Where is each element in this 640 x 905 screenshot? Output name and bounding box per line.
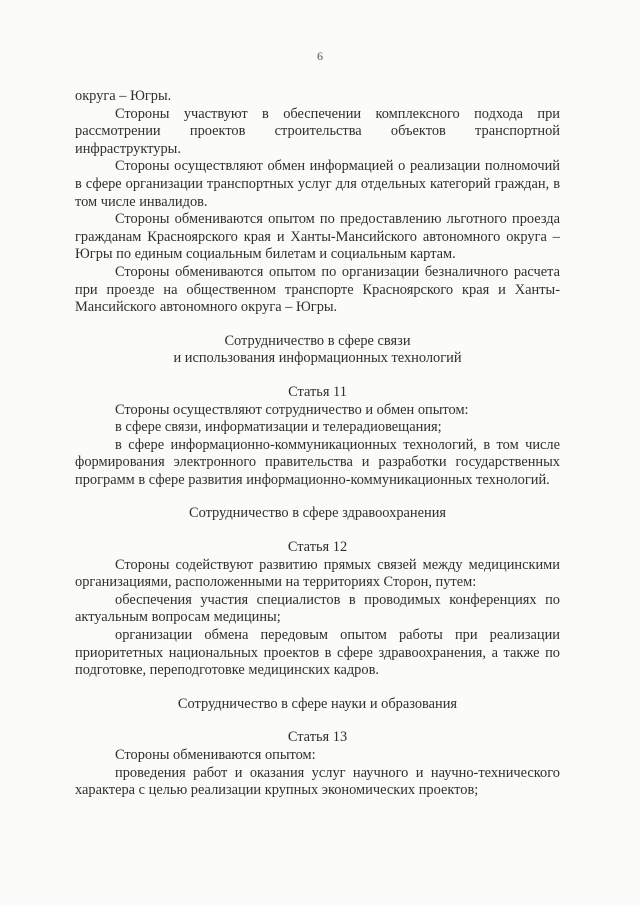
paragraph: Стороны обмениваются опытом по предоставлению льготного проезда гражданам Красноярского края и Ханты-Мансийского автономного округа – Югры по единым социальным билетам и социальным картам.: [75, 211, 560, 263]
paragraph: Стороны осуществляют обмен информацией о реализации полномочий в сфере организации транспортных услуг для отдельных категорий граждан, в том числе инвалидов.: [75, 158, 560, 210]
section-title: Сотрудничество в сфере связи: [224, 332, 411, 349]
article-heading: Статья 12: [287, 539, 348, 556]
paragraph: проведения работ и оказания услуг научного и научно-технического характера с целью реализации крупных экономических проектов;: [75, 764, 560, 799]
paragraph: в сфере информационно-коммуникационных технологий, в том числе формирования электронного правительства и разработки государственных программ в сфере развития информационно-коммуникационных технологий.: [75, 436, 560, 488]
paragraph: Стороны осуществляют сотрудничество и обмен опытом:: [115, 401, 469, 418]
article-heading: Статья 13: [287, 729, 348, 746]
paragraph: Стороны участвуют в обеспечении комплексного подхода при рассмотрении проектов строительства объектов транспортной инфраструктуры.: [75, 105, 560, 157]
paragraph: округа – Югры.: [75, 88, 172, 104]
section-title: Сотрудничество в сфере науки и образования: [177, 695, 458, 712]
paragraph: Стороны обмениваются опытом по организации безналичного расчета при проезде на общественном транспорте Красноярского края и Ханты-Мансийского автономного округа – Югры.: [75, 263, 560, 316]
paragraph: обеспечения участия специалистов в проводимых конференциях по актуальным вопросам медицины;: [75, 591, 560, 626]
paragraph: в сфере связи, информатизации и телерадиовещания;: [115, 419, 442, 436]
document-body: [75, 88, 560, 800]
section-title: Сотрудничество в сфере здравоохранения: [188, 505, 447, 522]
paragraph: организации обмена передовым опытом работы при реализации приоритетных национальных проектов в сфере здравоохранения, а также по подготовке, переподготовке медицинских кадров.: [75, 627, 560, 679]
paragraph: Стороны содействуют развитию прямых связей между медицинскими организациями, расположенными на территориях Сторон, путем:: [75, 556, 560, 591]
article-heading: Статья 11: [288, 383, 347, 400]
page-number: 6: [317, 49, 323, 63]
paragraph: Стороны обмениваются опытом:: [115, 747, 316, 763]
section-title: и использования информационных технологий: [173, 350, 462, 367]
